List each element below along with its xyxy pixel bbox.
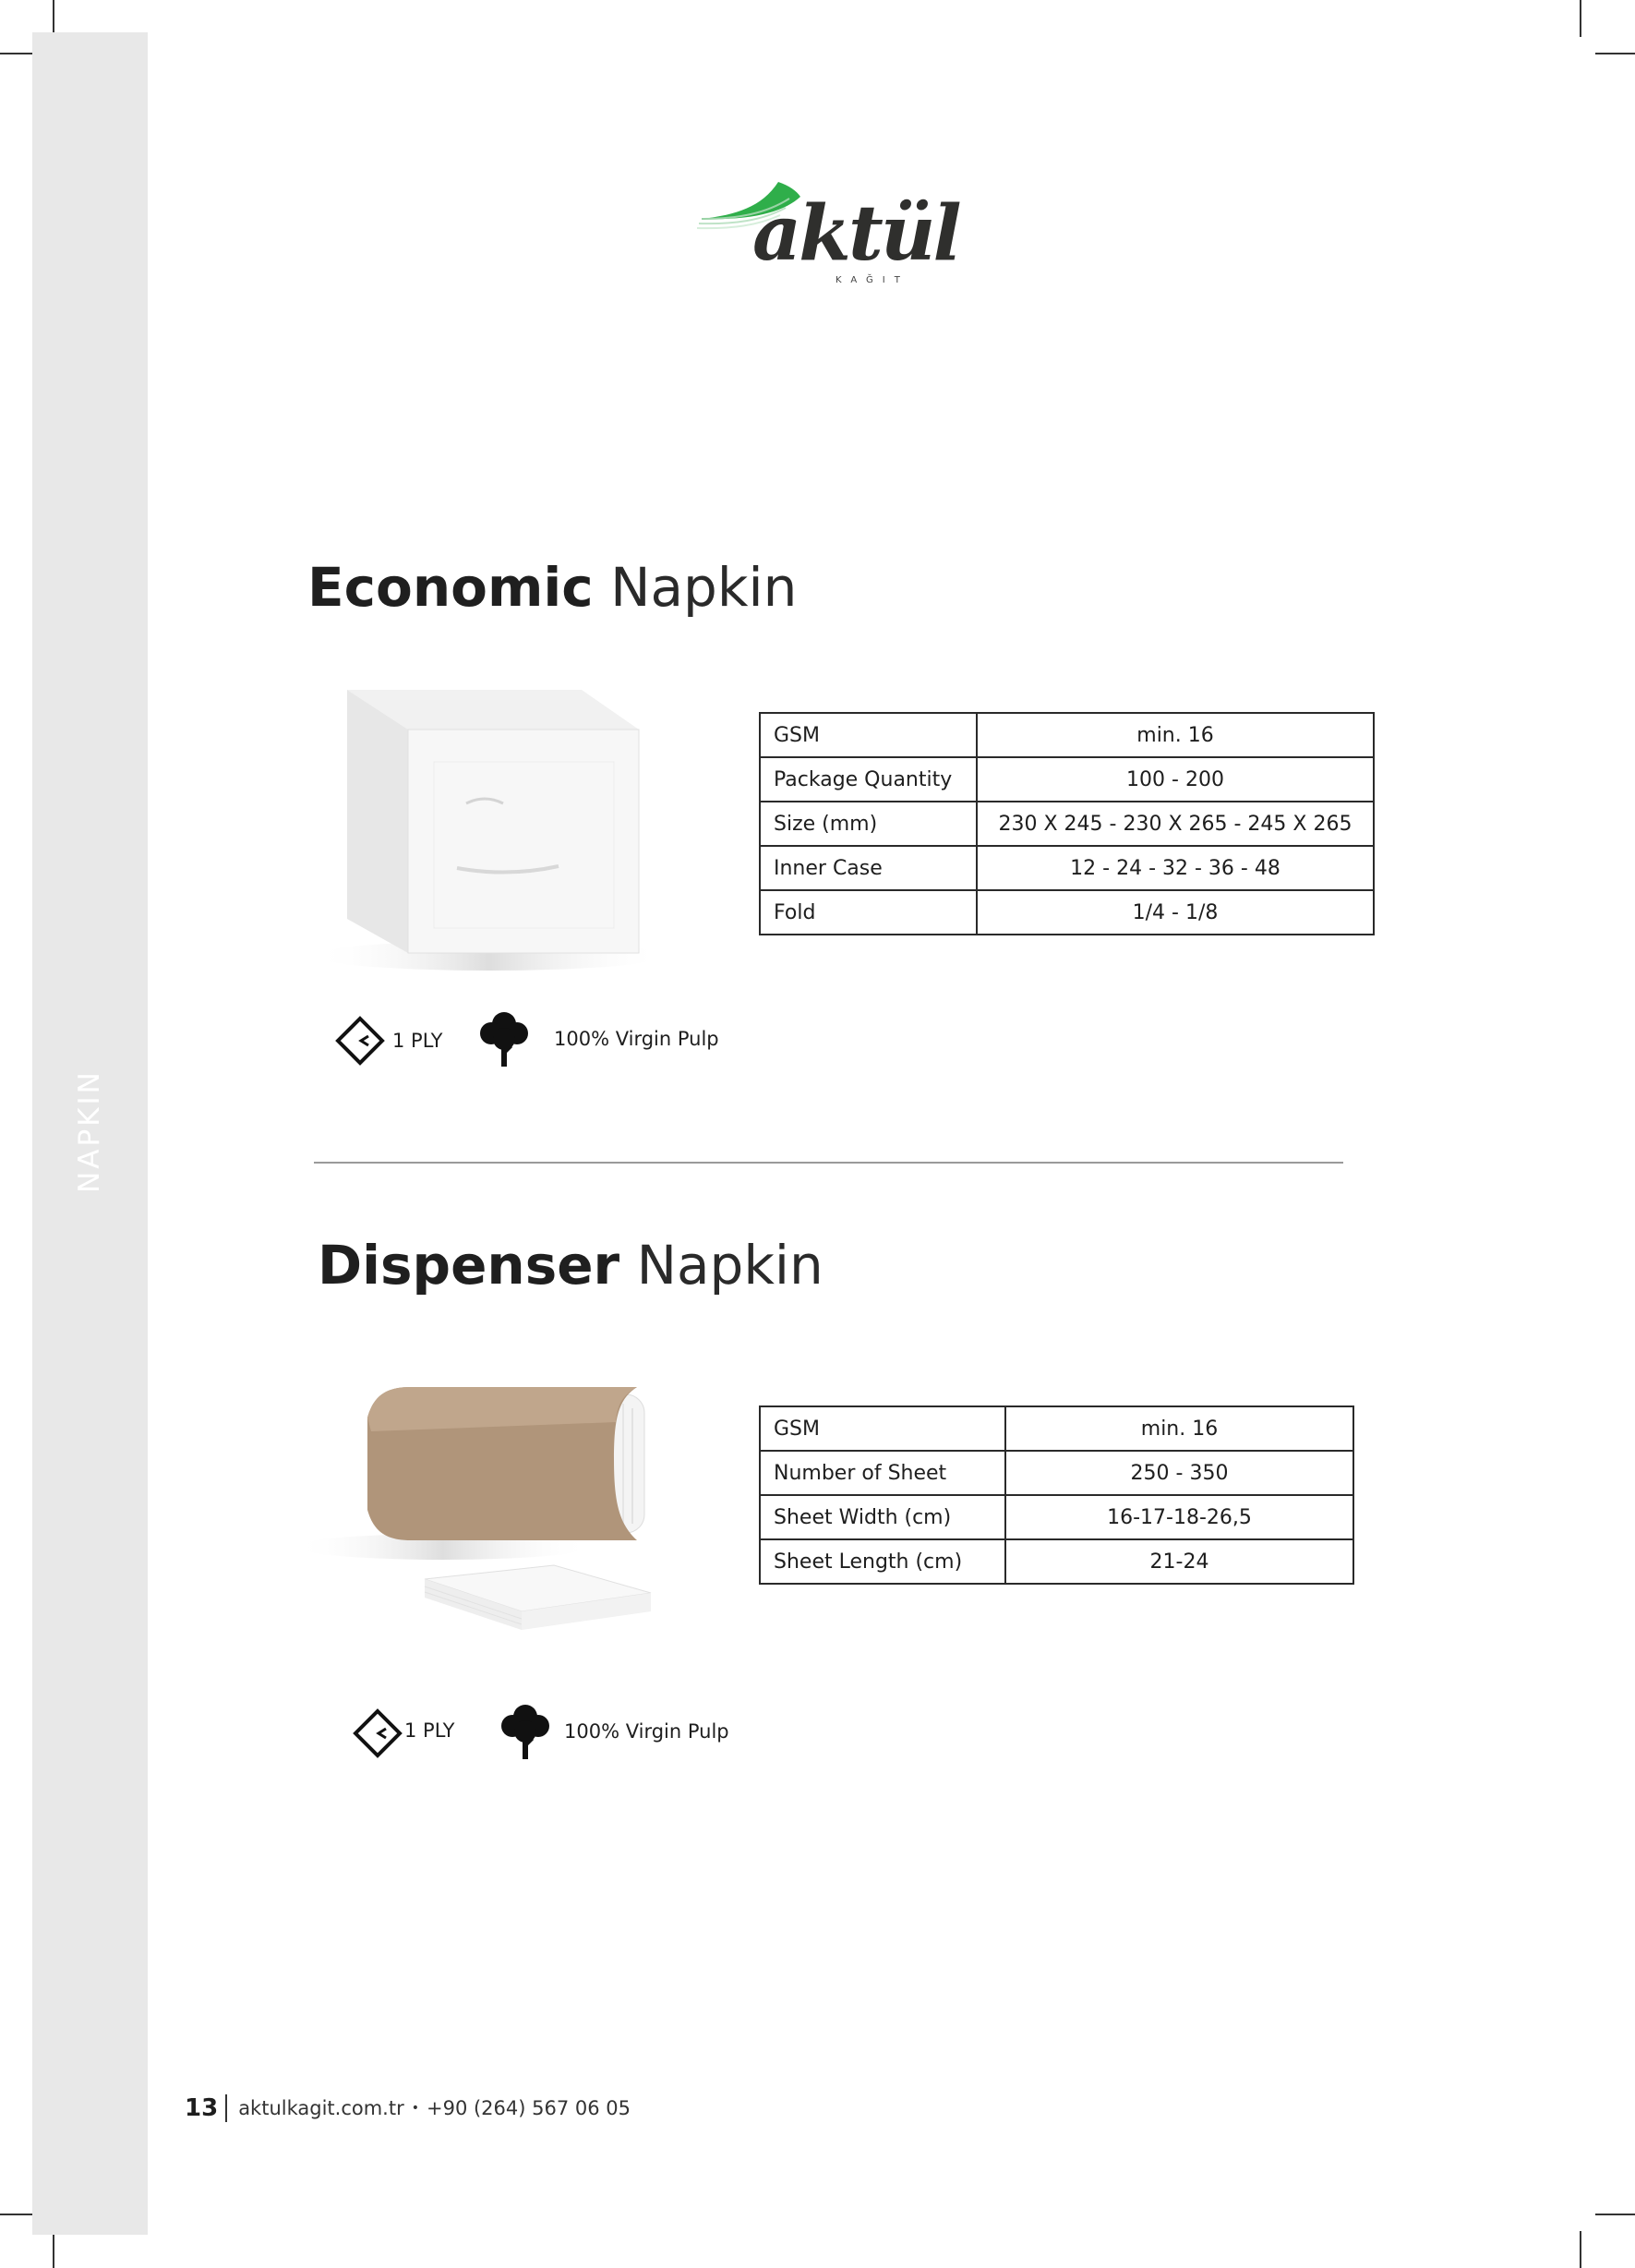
spec-table: [759, 712, 1375, 935]
feature-pulp: [478, 1009, 719, 1068]
spec-key: Number of Sheet: [760, 1451, 1005, 1495]
feature-label: 100% Virgin Pulp: [564, 1720, 729, 1743]
spec-key: GSM: [760, 713, 977, 757]
product-title-bold: Economic: [307, 556, 594, 619]
product-title: [318, 1234, 824, 1297]
table-row: [760, 713, 1374, 757]
spec-value: 21-24: [1005, 1539, 1353, 1584]
spec-value: 1/4 - 1/8: [977, 890, 1374, 935]
spec-value: 12 - 24 - 32 - 36 - 48: [977, 846, 1374, 890]
spec-key: Sheet Width (cm): [760, 1495, 1005, 1539]
table-row: [760, 846, 1374, 890]
dispenser-napkin-image: [286, 1376, 655, 1653]
ply-diamond-icon: [335, 1016, 385, 1066]
crop-mark: [0, 53, 37, 54]
spec-value: 230 X 245 - 230 X 265 - 245 X 265: [977, 802, 1374, 846]
feature-pulp: [499, 1702, 729, 1761]
spec-value: 250 - 350: [1005, 1451, 1353, 1495]
spec-key: Sheet Length (cm): [760, 1539, 1005, 1584]
spec-table: [759, 1405, 1354, 1585]
spec-value: 16-17-18-26,5: [1005, 1495, 1353, 1539]
table-row: [760, 757, 1374, 802]
ply-diamond-icon: [353, 1708, 403, 1758]
spec-value: min. 16: [977, 713, 1374, 757]
table-row: [760, 1539, 1353, 1584]
table-row: [760, 1451, 1353, 1495]
product-title-bold: Dispenser: [318, 1234, 620, 1297]
spec-value: 100 - 200: [977, 757, 1374, 802]
economic-napkin-image: [295, 679, 646, 974]
page-number: 13: [185, 2094, 219, 2122]
spec-key: Inner Case: [760, 846, 977, 890]
brand-logo: [697, 171, 959, 291]
spec-key: GSM: [760, 1406, 1005, 1451]
sidebar-label: NAPKIN: [73, 1069, 106, 1193]
footer-phone: +90 (264) 567 06 05: [427, 2097, 631, 2119]
tree-icon: [478, 1009, 530, 1068]
spec-key: Package Quantity: [760, 757, 977, 802]
table-row: [760, 1495, 1353, 1539]
feature-label: 100% Virgin Pulp: [554, 1028, 719, 1050]
brand-name: aktül: [752, 189, 959, 278]
feature-ply: [353, 1708, 454, 1758]
crop-mark: [53, 0, 54, 37]
crop-mark: [53, 2231, 54, 2268]
feature-ply: [335, 1016, 442, 1066]
tree-icon: [499, 1702, 551, 1761]
product-title: [307, 556, 797, 619]
table-row: [760, 802, 1374, 846]
feature-label: 1 PLY: [392, 1030, 443, 1052]
product-title-light: Napkin: [610, 556, 798, 619]
crop-mark: [1595, 2214, 1635, 2215]
footer-divider: [225, 2094, 227, 2122]
crop-mark: [1595, 53, 1635, 54]
crop-mark: [1580, 2231, 1581, 2268]
table-row: [760, 1406, 1353, 1451]
crop-mark: [1580, 0, 1581, 37]
feature-label: 1 PLY: [404, 1719, 455, 1742]
section-divider: [314, 1162, 1343, 1164]
spec-key: Size (mm): [760, 802, 977, 846]
brand-tagline: KAĞIT: [836, 275, 909, 285]
spec-key: Fold: [760, 890, 977, 935]
product-title-light: Napkin: [636, 1234, 824, 1297]
spec-value: min. 16: [1005, 1406, 1353, 1451]
table-row: [760, 890, 1374, 935]
footer-website: aktulkagit.com.tr: [238, 2097, 404, 2119]
page-footer: [185, 2094, 631, 2122]
footer-separator: •: [411, 2101, 419, 2116]
crop-mark: [0, 2214, 37, 2215]
